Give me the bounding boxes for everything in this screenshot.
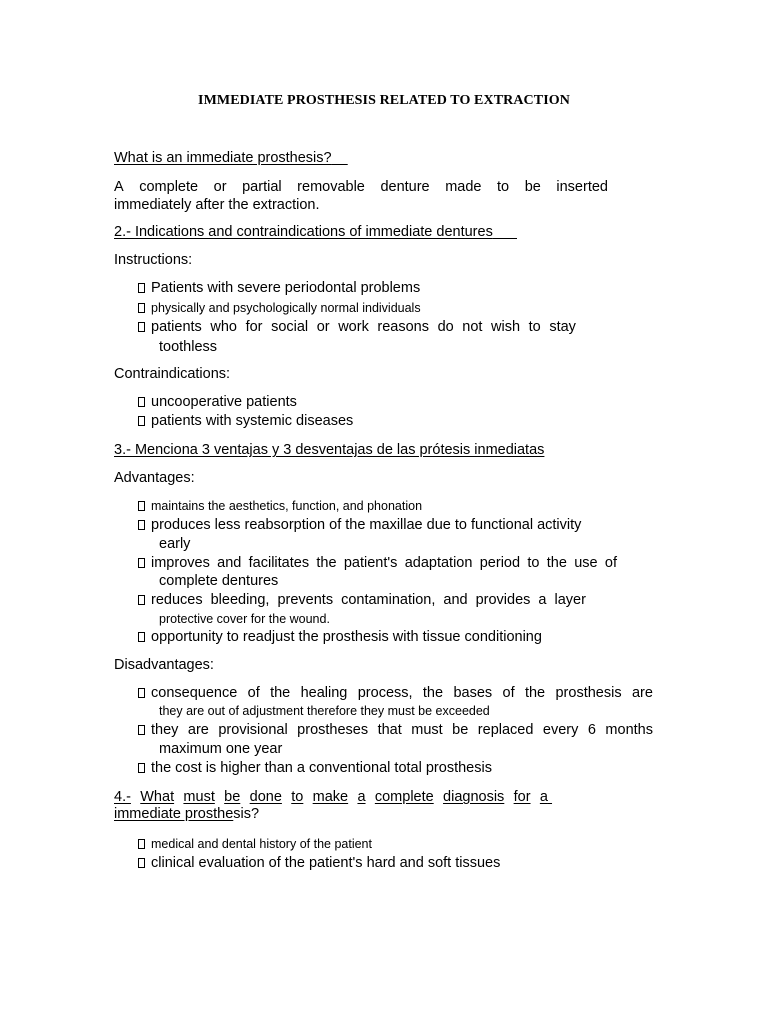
word: are — [187, 722, 209, 738]
word: the — [270, 685, 291, 701]
list-item — [138, 318, 576, 337]
list-item — [138, 684, 653, 703]
word: of — [502, 685, 515, 701]
word: healing — [300, 685, 348, 701]
word: provisional — [218, 722, 288, 738]
bullet-box-icon — [138, 839, 145, 849]
advantages-label: Advantages: — [114, 470, 195, 486]
q4-heading-line2: immediate prosthesis? — [114, 806, 260, 822]
bullet-box-icon — [138, 763, 145, 773]
word: wish — [491, 319, 521, 335]
list-item-continuation: toothless — [159, 339, 218, 355]
word: must — [183, 789, 215, 805]
word: to — [497, 179, 510, 195]
word: denture — [380, 179, 430, 195]
word: for — [513, 789, 531, 805]
word: consequence — [151, 685, 238, 701]
list-item: the cost is higher than a conventional total prosthesis — [138, 759, 492, 778]
word: prosthesis — [555, 685, 622, 701]
dis1-words — [151, 684, 653, 703]
word: the — [524, 685, 546, 701]
word: to — [291, 789, 304, 805]
q4-heading-words — [114, 789, 548, 806]
word: complete — [374, 789, 434, 805]
word: replaced — [477, 722, 534, 738]
word: and — [217, 555, 242, 571]
word: provides — [475, 592, 531, 608]
word: process, — [357, 685, 413, 701]
adv3-words — [151, 554, 617, 573]
word: or — [316, 319, 330, 335]
word: be — [452, 722, 469, 738]
bullet-box-icon — [138, 416, 145, 426]
word: social — [271, 319, 309, 335]
list-item: clinical evaluation of the patient's hard and soft tissues — [138, 854, 500, 873]
bullet-box-icon — [138, 303, 145, 313]
word: must — [411, 722, 443, 738]
word: who — [210, 319, 237, 335]
word: contamination, — [341, 592, 436, 608]
list-item: produces less reabsorption of the maxillae due to functional activity — [138, 516, 581, 535]
word: the — [422, 685, 444, 701]
word: be — [224, 789, 241, 805]
list-item: opportunity to readjust the prosthesis with tissue conditioning — [138, 628, 542, 647]
word: to — [528, 319, 541, 335]
word: 4.- — [114, 789, 131, 805]
list-item: maintains the aesthetics, function, and phonation — [138, 497, 422, 516]
word: patients — [151, 319, 202, 335]
word: not — [462, 319, 483, 335]
word: to — [527, 555, 540, 571]
word: period — [479, 555, 521, 571]
bullet-box-icon — [138, 688, 145, 698]
word: make — [312, 789, 349, 805]
word: diagnosis — [443, 789, 505, 805]
document-title: IMMEDIATE PROSTHESIS RELATED TO EXTRACTION — [198, 93, 570, 108]
list-item-continuation: maximum one year — [159, 741, 283, 757]
word: facilitates — [248, 555, 310, 571]
q4-heading-line1 — [114, 789, 662, 806]
word: that — [377, 722, 402, 738]
q1-answer-line2: immediately after the extraction. — [114, 197, 320, 213]
word: of — [604, 555, 617, 571]
list-item: patients with systemic diseases — [138, 412, 353, 431]
bullet-box-icon — [138, 322, 145, 332]
adv4-words — [151, 591, 586, 610]
word: work — [338, 319, 369, 335]
word: bases — [453, 685, 493, 701]
word: improves — [151, 555, 210, 571]
list-item — [138, 554, 617, 573]
q2-heading: 2.- Indications and contraindications of immediate dentures — [114, 224, 493, 240]
q4-heading — [114, 789, 662, 823]
q1-heading: What is an immediate prosthesis? — [114, 150, 332, 166]
word: A — [114, 179, 124, 195]
word: removable — [297, 179, 365, 195]
list-item-continuation: protective cover for the wound. — [159, 612, 330, 626]
word: bleeding, — [210, 592, 270, 608]
word: stay — [549, 319, 576, 335]
list-item: uncooperative patients — [138, 393, 297, 412]
list-item-continuation: they are out of adjustment therefore they must be exceeded — [159, 704, 490, 718]
word: a — [538, 592, 547, 608]
word: of — [247, 685, 260, 701]
bullet-box-icon — [138, 397, 145, 407]
word: they — [151, 722, 179, 738]
word: the — [316, 555, 337, 571]
bullet-box-icon — [138, 725, 145, 735]
list-item — [138, 721, 653, 740]
word: reasons — [377, 319, 429, 335]
word: made — [445, 179, 482, 195]
word: adaptation — [404, 555, 473, 571]
word: months — [605, 722, 653, 738]
contraindications-label: Contraindications: — [114, 366, 231, 382]
word: the — [546, 555, 567, 571]
word: partial — [242, 179, 282, 195]
word: complete — [139, 179, 199, 195]
word: 6 — [587, 722, 596, 738]
list-item: Patients with severe periodontal problems — [138, 279, 420, 298]
instructions-label: Instructions: — [114, 252, 193, 268]
bullet-box-icon — [138, 632, 145, 642]
q4-heading-blank — [548, 789, 662, 806]
word: inserted — [556, 179, 608, 195]
bullet-box-icon — [138, 520, 145, 530]
dis2-words — [151, 721, 653, 740]
bullet-box-icon — [138, 283, 145, 293]
list-item-continuation: early — [159, 536, 191, 552]
bullet-box-icon — [138, 858, 145, 868]
q1-answer — [114, 178, 608, 214]
word: for — [245, 319, 263, 335]
word: be — [524, 179, 541, 195]
word: a — [357, 789, 366, 805]
bullet-box-icon — [138, 501, 145, 511]
bullet-box-icon — [138, 595, 145, 605]
word: use — [574, 555, 598, 571]
list-item: physically and psychologically normal individuals — [138, 299, 421, 318]
word: prostheses — [297, 722, 369, 738]
word: or — [213, 179, 227, 195]
word: What — [140, 789, 175, 805]
word: prevents — [277, 592, 334, 608]
disadvantages-label: Disadvantages: — [114, 657, 214, 673]
q1-answer-line1 — [114, 178, 608, 196]
word: and — [443, 592, 468, 608]
instr3-words — [151, 318, 576, 337]
word: layer — [554, 592, 586, 608]
word: patient's — [343, 555, 398, 571]
word: done — [249, 789, 282, 805]
q3-heading: 3.- Menciona 3 ventajas y 3 desventajas de las prótesis inmediatas — [114, 442, 545, 458]
list-item — [138, 591, 586, 610]
list-item: medical and dental history of the patient — [138, 835, 372, 854]
word: a — [539, 789, 548, 805]
word: do — [437, 319, 454, 335]
list-item-continuation: complete dentures — [159, 573, 279, 589]
word: every — [542, 722, 579, 738]
word: reduces — [151, 592, 203, 608]
bullet-box-icon — [138, 558, 145, 568]
word: are — [631, 685, 653, 701]
